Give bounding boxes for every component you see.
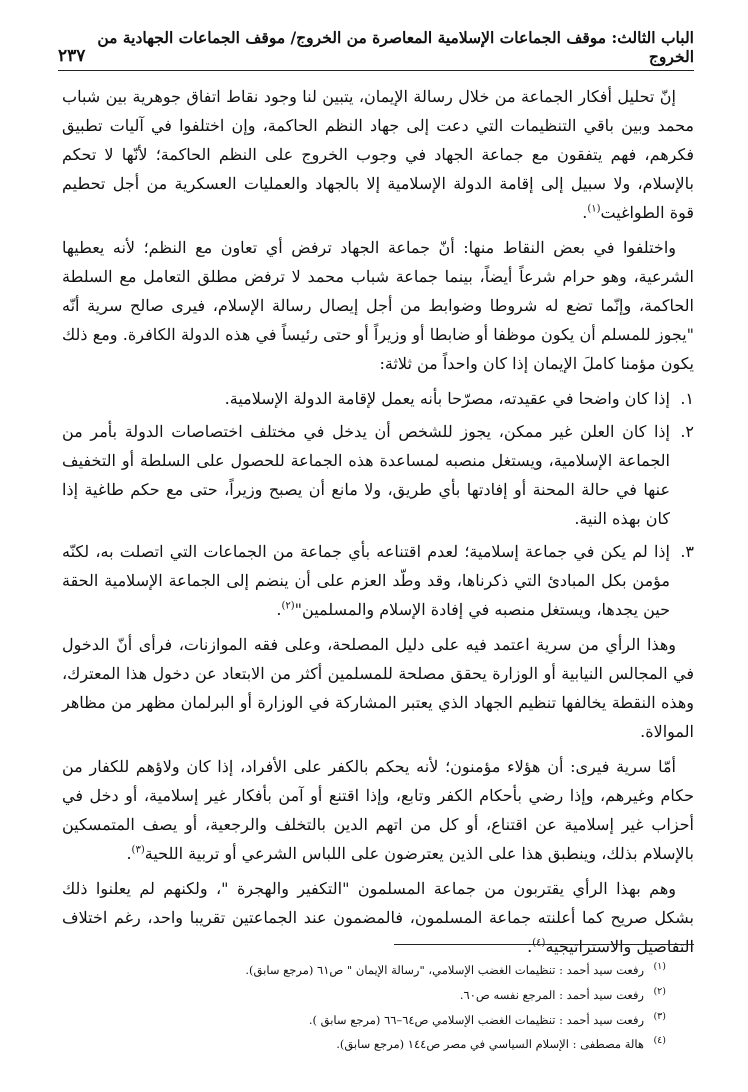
paragraph: وهم بهذا الرأي يقتربون من جماعة المسلمون "التكفير والهجرة "، ولكنهم لم يعلنوا ذلك بشكل صريح كما أعلنته جماعة المسلمون، فالمضمون عند الجماعتين تقريبا واحد، رغم اختلاف التفاصيل والاستراتيجية$^{(٤)}$. <box>62 879 694 956</box>
conditions-list <box>62 384 694 624</box>
footnote: (١)رفعت سيد أحمد : تنظيمات الغضب الإسلامي، "رسالة الإيمان " ص٦١ (مرجع سابق). <box>245 961 666 977</box>
paragraph: وهذا الرأي من سرية اعتمد فيه على دليل المصلحة، وعلى فقه الموازنات، فرأى أنّ الدخول في المجالس النيابية أو الوزارة يحقق مصلحة للمسلمين أكثر من الابتعاد عن دخول هذا المعترك، وهذه النقطة يخالفها تنظيم الجهاد الذي يعتبر المشاركة في الوزارة أو البرلمان مظهر من مظاهر الموالاة. <box>62 635 694 741</box>
footnote: (٣)رفعت سيد أحمد : تنظيمات الغضب الإسلامي ص٦٤–٦٦ (مرجع سابق ). <box>308 1010 666 1027</box>
footnotes <box>62 956 666 1055</box>
header-title: الباب الثالث: موقف الجماعات الإسلامية المعاصرة من الخروج/ موقف الجماعات الجهادية من الخروج <box>97 28 694 66</box>
body-text <box>62 82 694 967</box>
paragraph: أمّا سرية فيرى: أن هؤلاء مؤمنون؛ لأنه يحكم بالكفر على الأفراد، إذا كان ولاؤهم للكفار من حكام وغيرهم، وإذا رضي بأحكام الكفر وتابع، وإذا اقتنع أو آمن بأفكار غير إسلامية، أو دخل في أحزاب غير إسلامية عن اقتناع، أو كل من اتهم الدين بالتخلف والرجعية، أو يصف المتمسكين بالإسلام بذلك، وينطبق هذا على الذين يعترضون على اللباس الشرعي أو تربية اللحية$^{(٣)}$. <box>62 757 694 863</box>
list-number: ٢. <box>680 422 694 441</box>
footnote-ref[interactable]: (٤) <box>532 937 546 949</box>
footnote-divider <box>394 944 694 945</box>
footnote-ref[interactable]: (٣) <box>131 844 145 856</box>
list-item: ٢.إذا كان العلن غير ممكن، يجوز للشخص أن يدخل في مختلف اختصاصات الدولة بأمر من الجماعة الإسلامية، ويستغل منصبه لمساعدة هذه الجماعة للحصول على السلطة أو التخفيف عنها في حالة المحنة أو إفادتها بأي طريق، ولا مانع أن يصبح وزيراً، حتى مع حكم طاغية إذا كان بهذه النية. <box>62 417 694 533</box>
list-number: ٣. <box>680 542 694 561</box>
page-number: ٢٣٧ <box>58 46 86 66</box>
list-item: ١.إذا كان واضحا في عقيدته، مصرّحا بأنه يعمل لإقامة الدولة الإسلامية. <box>62 384 694 413</box>
footnote: (٢)رفعت سيد أحمد : المرجع نفسه ص٦٠. <box>459 985 666 1002</box>
paragraph: إنّ تحليل أفكار الجماعة من خلال رسالة الإيمان، يتبين لنا وجود نقاط اتفاق جوهرية بين شباب محمد وبين باقي التنظيمات التي دعت إلى جهاد النظم الحاكمة، وإن اختلفوا في آليات تطبيق فكرهم، فهم يتفقون مع جماعة الجهاد في وجوب الخروج على النظم الحاكمة؛ لأنّها لا تحكم بالإسلام، ولا سبيل إلى إقامة الدولة الإسلامية إلا بالجهاد والعمليات العسكرية من أجل تحطيم قوة الطواغيت$^{(١)}$. <box>62 87 694 222</box>
footnote-ref[interactable]: (١) <box>587 203 601 215</box>
footnote: (٤)هالة مصطفى : الإسلام السياسي في مصر ص١٤٤ (مرجع سابق). <box>336 1035 666 1052</box>
running-header <box>58 28 694 71</box>
footnote-ref[interactable]: (٢) <box>281 600 295 612</box>
list-number: ١. <box>680 389 694 408</box>
list-item: ٣.إذا لم يكن في جماعة إسلامية؛ لعدم اقتناعه بأي جماعة من الجماعات التي اتصلت به، لكنّه مؤمن بكل المبادئ التي ذكرناها، وقد وطّد العزم على أن ينضم إلى الجماعة الإسلامية الحقة حين يجدها، ويستغل منصبه في إفادة الإسلام والمسلمين"$^{(٢)}$. <box>62 537 694 624</box>
paragraph: واختلفوا في بعض النقاط منها: أنّ جماعة الجهاد ترفض أي تعاون مع النظم؛ لأنه يعطيها الشرعية، وهو حرام شرعاً أيضاً، بينما جماعة شباب محمد لا ترفض مطلق التعامل مع السلطة الحاكمة، وإنّما تضع له شروطا وضوابط من أجل إيصال رسالة الإسلام، فيرى صالح سرية أنّه "يجوز للمسلم أن يكون موظفا أو ضابطا أو وزيراً أو حتى رئيساً في هذه الدولة الكافرة. ومع ذلك يكون مؤمنا كاملَ الإيمان إذا كان واحداً من ثلاثة: <box>62 238 694 373</box>
